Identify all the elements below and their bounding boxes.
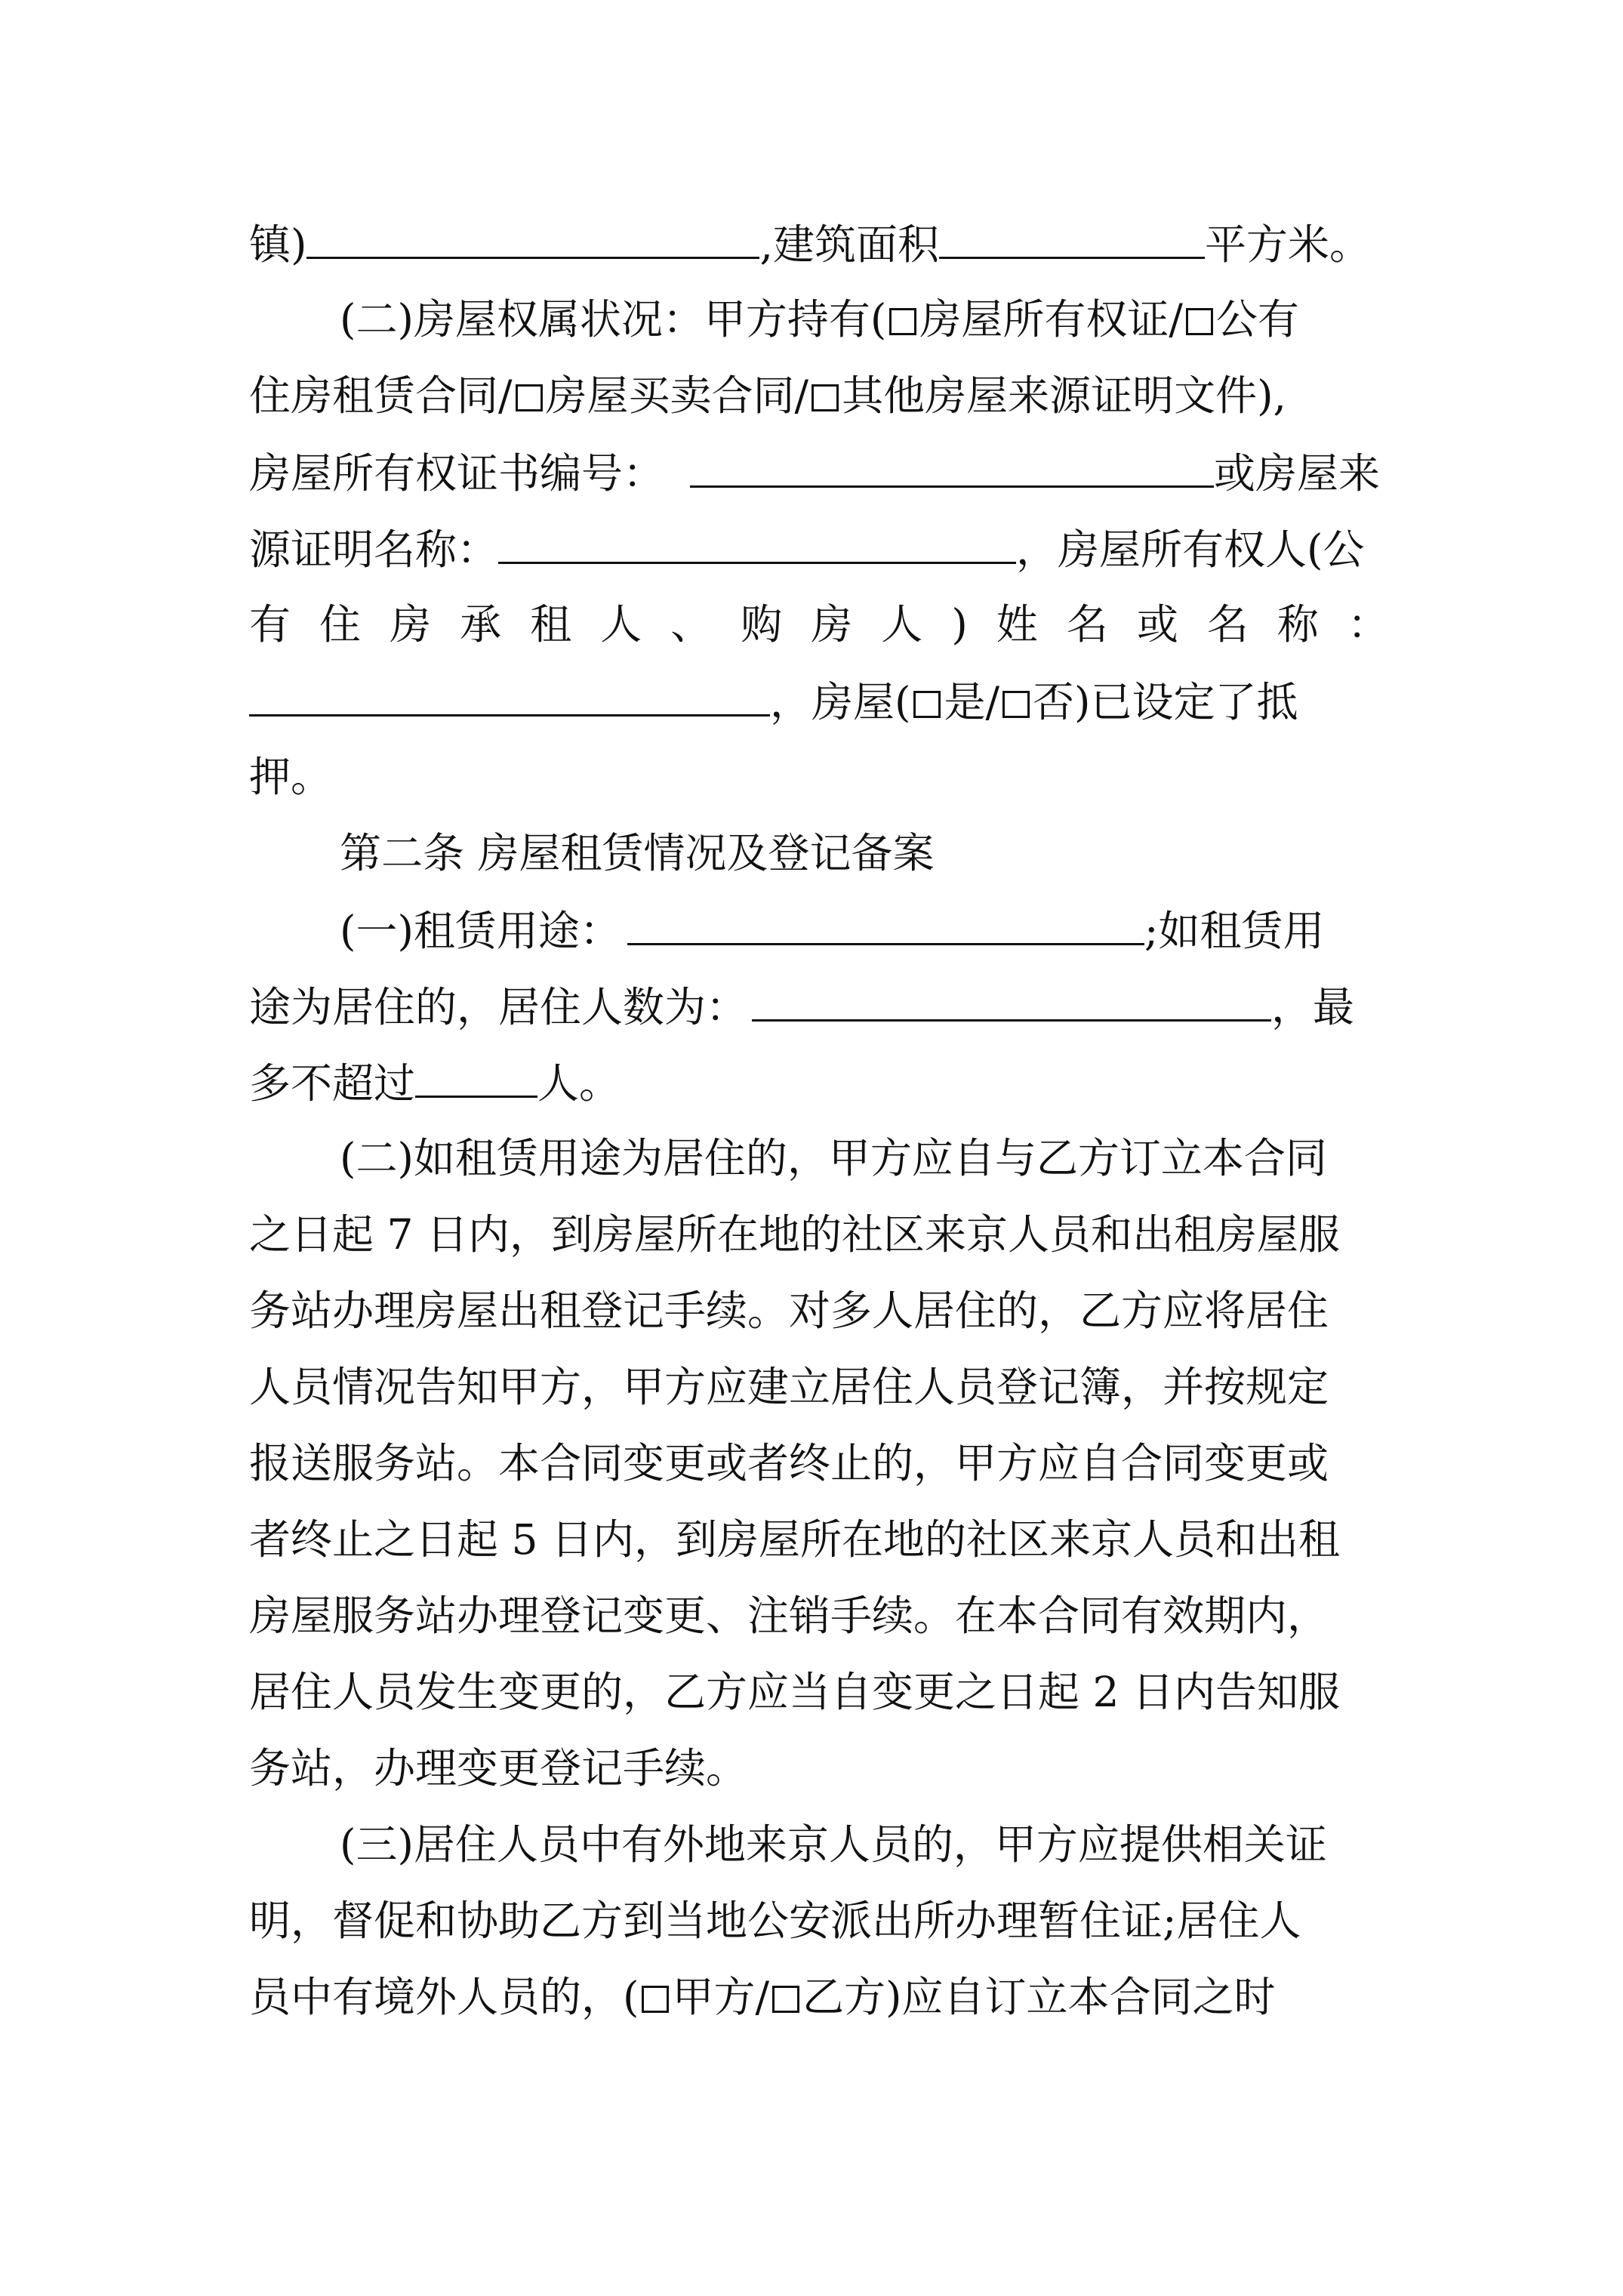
- blank-field[interactable]: [306, 213, 759, 259]
- text-fragment: 明，督促和协助乙方到当地公安派出所办理暂住证;居住人: [249, 1897, 1301, 1945]
- text-fragment: 员中有境外人员的，(: [249, 1973, 639, 2021]
- text-fragment: ,建筑面积: [759, 220, 939, 269]
- blank-field[interactable]: [752, 975, 1271, 1022]
- text-line: [249, 1509, 1389, 1570]
- checkbox[interactable]: [516, 384, 543, 411]
- text-fragment: (一)租赁用途：: [340, 907, 621, 955]
- text-line: [249, 594, 1389, 655]
- text-line: [249, 975, 1389, 1036]
- text-char: 称: [1277, 600, 1319, 649]
- text-fragment: 乙方)应自订立本合同之时: [802, 1973, 1276, 2021]
- text-line: [340, 289, 1389, 350]
- text-fragment: 其他房屋来源证明文件),: [842, 371, 1287, 420]
- text-fragment: 多不超过: [249, 1059, 416, 1108]
- text-char: 房: [390, 600, 432, 649]
- blank-field[interactable]: [249, 670, 770, 717]
- text-fragment: 或房屋来: [1214, 449, 1381, 498]
- text-fragment: (二)如租赁用途为居住的，甲方应自与乙方订立本合同: [340, 1134, 1327, 1182]
- text-line: [249, 442, 1389, 502]
- text-line: [249, 747, 1389, 807]
- text-fragment: 报送服务站。本合同变更或者终止的，甲方应自合同变更或: [249, 1439, 1329, 1487]
- text-line: [249, 670, 1389, 731]
- text-fragment: 是/: [944, 678, 999, 726]
- text-line: [249, 1357, 1389, 1417]
- text-line: [249, 1204, 1389, 1265]
- text-char: 人: [881, 600, 923, 649]
- text-line: [249, 365, 1389, 426]
- text-line: [249, 1433, 1389, 1493]
- text-char: 、: [670, 600, 713, 649]
- text-fragment: 平方米。: [1204, 220, 1371, 269]
- text-char: 或: [1136, 600, 1178, 649]
- checkbox[interactable]: [913, 691, 941, 718]
- text-fragment: 途为居住的，居住人数为：: [249, 983, 748, 1031]
- text-char: 租: [530, 600, 572, 649]
- checkbox[interactable]: [812, 384, 839, 411]
- blank-field[interactable]: [939, 213, 1205, 259]
- text-char: 购: [741, 600, 783, 649]
- text-line: [249, 518, 1389, 578]
- text-fragment: 镇): [249, 220, 307, 269]
- text-line: [249, 1662, 1389, 1722]
- text-fragment: ，最: [1271, 983, 1355, 1031]
- text-fragment: 住房租赁合同/: [249, 371, 513, 420]
- text-line: [249, 1281, 1389, 1341]
- text-line: [340, 1128, 1389, 1188]
- article-heading: [340, 823, 1389, 883]
- text-line: [249, 1891, 1389, 1951]
- text-char: 名: [1066, 600, 1108, 649]
- text-fragment: 者终止之日起 5 日内，到房屋所在地的社区来京人员和出租: [249, 1515, 1340, 1564]
- text-char: 姓: [996, 600, 1038, 649]
- blank-field[interactable]: [415, 1052, 537, 1098]
- text-fragment: 人员情况告知甲方，甲方应建立居住人员登记簿，并按规定: [249, 1363, 1329, 1411]
- text-fragment: 房屋服务站办理登记变更、注销手续。在本合同有效期内，: [249, 1592, 1329, 1640]
- text-fragment: 务站，办理变更登记手续。: [249, 1744, 748, 1792]
- text-fragment: 甲方/: [672, 1973, 769, 2021]
- checkbox[interactable]: [772, 1986, 799, 2013]
- text-char: 人: [600, 600, 642, 649]
- checkbox[interactable]: [642, 1986, 669, 2013]
- text-fragment: 第二条 房屋租赁情况及登记备案: [340, 829, 935, 877]
- text-fragment: ，房屋所有权人(公: [1016, 525, 1365, 574]
- text-char: 住: [319, 600, 362, 649]
- text-fragment: 否)已设定了抵: [1033, 678, 1298, 726]
- blank-field[interactable]: [627, 899, 1144, 945]
- text-char: ): [951, 600, 968, 649]
- text-fragment: ;如租赁用: [1144, 907, 1325, 955]
- text-fragment: 源证明名称：: [249, 525, 499, 574]
- text-fragment: 公有: [1215, 295, 1299, 344]
- text-line: [249, 1586, 1389, 1646]
- text-fragment: (二)房屋权属状况：甲方持有(: [340, 295, 887, 344]
- text-line: [249, 1967, 1389, 2027]
- text-fragment: 之日起 7 日内，到房屋所在地的社区来京人员和出租房屋服: [249, 1210, 1340, 1259]
- text-fragment: 房屋所有权证书编号：: [249, 449, 665, 498]
- text-char: ：: [1347, 600, 1389, 649]
- text-line: [249, 1052, 1389, 1112]
- text-line: [340, 1814, 1389, 1875]
- text-line: [249, 213, 1389, 273]
- text-fragment: 人。: [537, 1059, 621, 1108]
- text-char: 有: [249, 600, 291, 649]
- text-char: 房: [811, 600, 853, 649]
- blank-field[interactable]: [690, 442, 1214, 488]
- text-fragment: 居住人员发生变更的，乙方应当自变更之日起 2 日内告知服: [249, 1668, 1340, 1716]
- text-fragment: (三)居住人员中有外地来京人员的，甲方应提供相关证: [340, 1820, 1327, 1869]
- text-line: [340, 899, 1389, 960]
- text-fragment: 房屋买卖合同/: [545, 371, 809, 420]
- text-fragment: 务站办理房屋出租登记手续。对多人居住的，乙方应将居住: [249, 1287, 1329, 1335]
- checkbox[interactable]: [889, 308, 916, 335]
- checkbox[interactable]: [1002, 691, 1030, 718]
- text-char: 承: [460, 600, 502, 649]
- blank-field[interactable]: [498, 518, 1016, 564]
- text-char: 名: [1206, 600, 1249, 649]
- text-fragment: 押。: [249, 753, 333, 801]
- text-line: [249, 1738, 1389, 1798]
- text-fragment: ，房屋(: [770, 678, 911, 726]
- checkbox[interactable]: [1186, 308, 1213, 335]
- text-fragment: 房屋所有权证/: [919, 295, 1183, 344]
